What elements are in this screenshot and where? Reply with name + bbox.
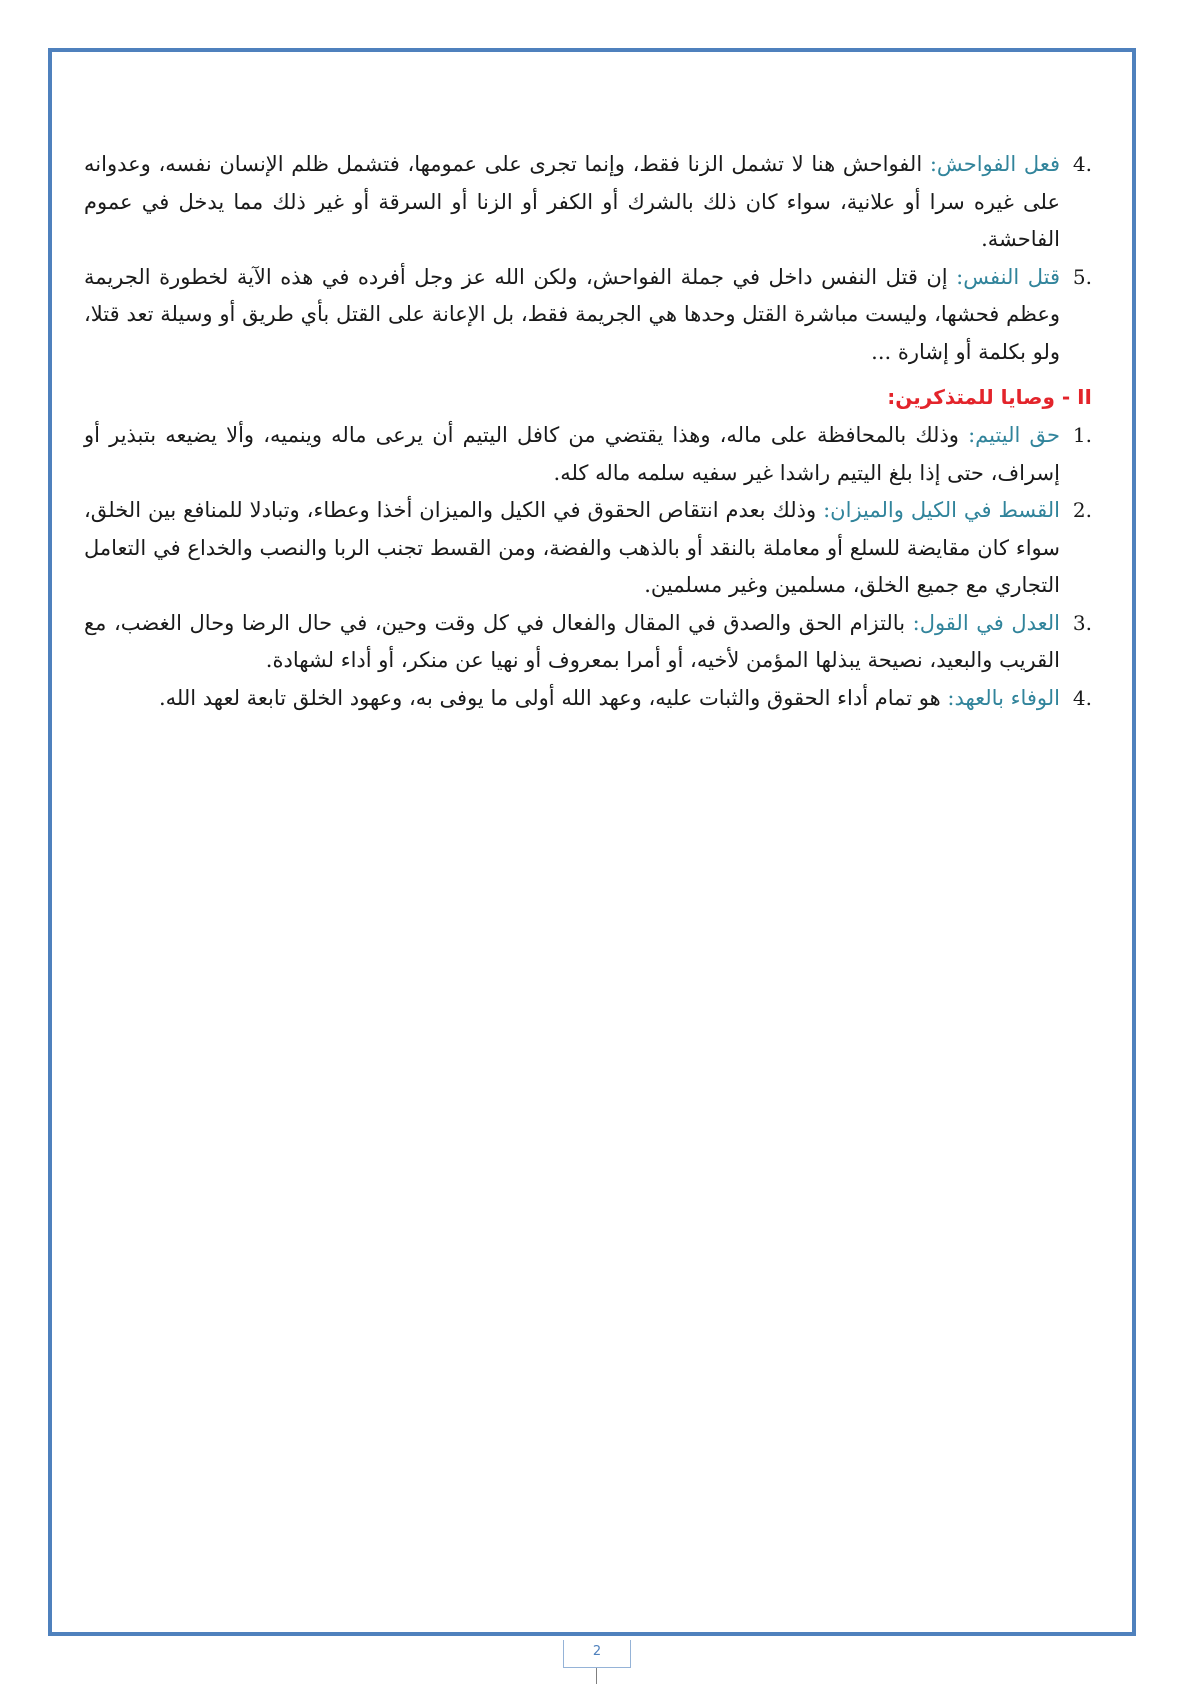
item-number: 4.: [1072, 685, 1092, 710]
item-number: 2.: [1072, 498, 1092, 522]
item-text: وذلك بعدم انتقاص الحقوق في الكيل والميزان أخذا وعطاء، وتبادلا للمنافع بين الخلق، سواء كان مقايضة للسلع أو معاملة بالنقد أو بالذهب والفضة، ومن القسط تجنب الربا والنصب والخداع في التعامل التجاري مع جميع الخلق، مسلمين وغير مسلمين.: [84, 498, 1060, 597]
item-text: بالتزام الحق والصدق في المقال والفعال في كل وقت وحين، في حال الرضا وحال الغضب، مع القريب والبعيد، نصيحة يبذلها المؤمن لأخيه، أو أمرا بمعروف أو نهيا عن منكر، أو أداء لشهادة.: [84, 610, 1060, 672]
item-number: 5.: [1072, 264, 1092, 289]
section-heading: II - وصايا للمتذكرين:: [887, 385, 1092, 409]
item-text: إن قتل النفس داخل في جملة الفواحش، ولكن الله عز وجل أفرده في هذه الآية لخطورة الجريمة وعظم فحشها، وليست مباشرة القتل وحدها هي الجريمة فقط، بل الإعانة على القتل بأي طريق أو وسيلة تعد قتلا، ولو بكلمة أو إشارة ...: [84, 264, 1060, 364]
document-body: [84, 146, 1090, 717]
item-term: قتل النفس:: [956, 264, 1061, 289]
item-term: الوفاء بالعهد:: [947, 685, 1060, 710]
item-term: حق اليتيم:: [968, 423, 1060, 447]
list-item: [84, 417, 1090, 492]
item-term: القسط في الكيل والميزان:: [823, 498, 1060, 522]
item-number: 3.: [1072, 610, 1092, 635]
item-term: العدل في القول:: [912, 610, 1060, 635]
list-item: [84, 605, 1090, 680]
item-number: 4.: [1072, 152, 1092, 176]
page-number-divider: [596, 1668, 597, 1684]
page-number: 2: [563, 1640, 631, 1668]
item-term: فعل الفواحش:: [929, 152, 1060, 176]
list-item: [84, 259, 1090, 372]
item-text: الفواحش هنا لا تشمل الزنا فقط، وإنما تجرى على عمومها، فتشمل ظلم الإنسان نفسه، وعدوانه على غيره سرا أو علانية، سواء كان ذلك بالشرك أو الكفر أو الزنا أو السرقة أو غير ذلك مما يدخل في عموم الفاحشة.: [84, 152, 1060, 251]
item-text: وذلك بالمحافظة على ماله، وهذا يقتضي من كافل اليتيم أن يرعى ماله وينميه، وألا يضيعه بتبذير أو إسراف، حتى إذا بلغ اليتيم راشدا غير سفيه سلمه ماله كله.: [84, 423, 1060, 485]
list-item: [84, 680, 1090, 718]
item-text: هو تمام أداء الحقوق والثبات عليه، وعهد الله أولى ما يوفى به، وعهود الخلق تابعة لعهد الله.: [158, 685, 948, 710]
list-item: [84, 492, 1090, 605]
list-item: [84, 146, 1090, 259]
item-number: 1.: [1072, 423, 1092, 447]
